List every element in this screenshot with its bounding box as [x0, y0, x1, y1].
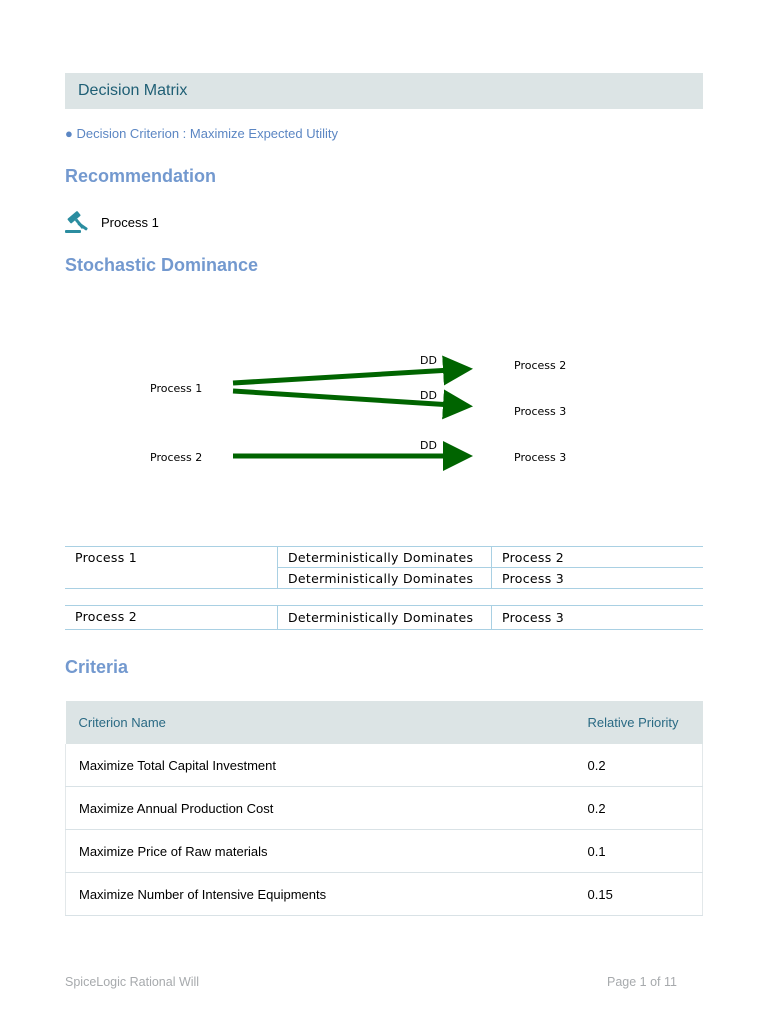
criterion-name: Maximize Price of Raw materials [66, 830, 575, 873]
arrow-label-dd-1: DD [420, 354, 437, 367]
dominance-target: Process 3 [492, 606, 704, 630]
stochastic-dominance-heading: Stochastic Dominance [65, 255, 259, 275]
footer-page-number: Page 1 of 11 [607, 975, 677, 989]
dominance-subject: Process 2 [65, 606, 278, 630]
criterion-priority: 0.15 [575, 873, 703, 916]
dominance-table-process-2 [65, 605, 703, 630]
criterion-name: Maximize Number of Intensive Equipments [66, 873, 575, 916]
table-row [66, 787, 703, 830]
criteria-table [65, 701, 703, 916]
dominance-subject: Process 1 [65, 547, 278, 589]
arrow-p1-p2 [233, 369, 468, 383]
page-title: Decision Matrix [78, 82, 188, 99]
header-bar [65, 73, 703, 109]
table-row [66, 744, 703, 787]
table-row [66, 873, 703, 916]
dominance-target: Process 2 [492, 547, 704, 568]
dominance-diagram [0, 340, 768, 480]
arrow-label-dd-3: DD [420, 439, 437, 452]
node-process-3-target: Process 3 [514, 405, 567, 418]
footer-app-name: SpiceLogic Rational Will [65, 975, 200, 989]
criteria-heading: Criteria [65, 657, 129, 677]
table-row [66, 830, 703, 873]
node-process-2: Process 2 [150, 451, 203, 464]
column-header-criterion-name: Criterion Name [66, 701, 575, 744]
table-row [65, 547, 703, 568]
dominance-relation: Deterministically Dominates [278, 568, 492, 589]
arrow-label-dd-2: DD [420, 389, 437, 402]
criterion-priority: 0.2 [575, 744, 703, 787]
dominance-relation: Deterministically Dominates [278, 547, 492, 568]
criterion-priority: 0.2 [575, 787, 703, 830]
criterion-name: Maximize Annual Production Cost [66, 787, 575, 830]
node-process-2-target: Process 2 [514, 359, 567, 372]
dominance-target: Process 3 [492, 568, 704, 589]
recommended-option: Process 1 [101, 214, 159, 230]
node-process-3-target-b: Process 3 [514, 451, 567, 464]
column-header-relative-priority: Relative Priority [575, 701, 703, 744]
dominance-table-process-1 [65, 546, 703, 589]
table-row [65, 606, 703, 630]
gavel-icon [65, 210, 91, 234]
recommendation-row [65, 210, 159, 234]
criteria-header-row [66, 701, 703, 744]
dominance-relation: Deterministically Dominates [278, 606, 492, 630]
criterion-priority: 0.1 [575, 830, 703, 873]
decision-criterion: ● Decision Criterion : Maximize Expected Utility [65, 126, 338, 141]
node-process-1: Process 1 [150, 382, 203, 395]
recommendation-heading: Recommendation [65, 166, 217, 186]
criterion-name: Maximize Total Capital Investment [66, 744, 575, 787]
